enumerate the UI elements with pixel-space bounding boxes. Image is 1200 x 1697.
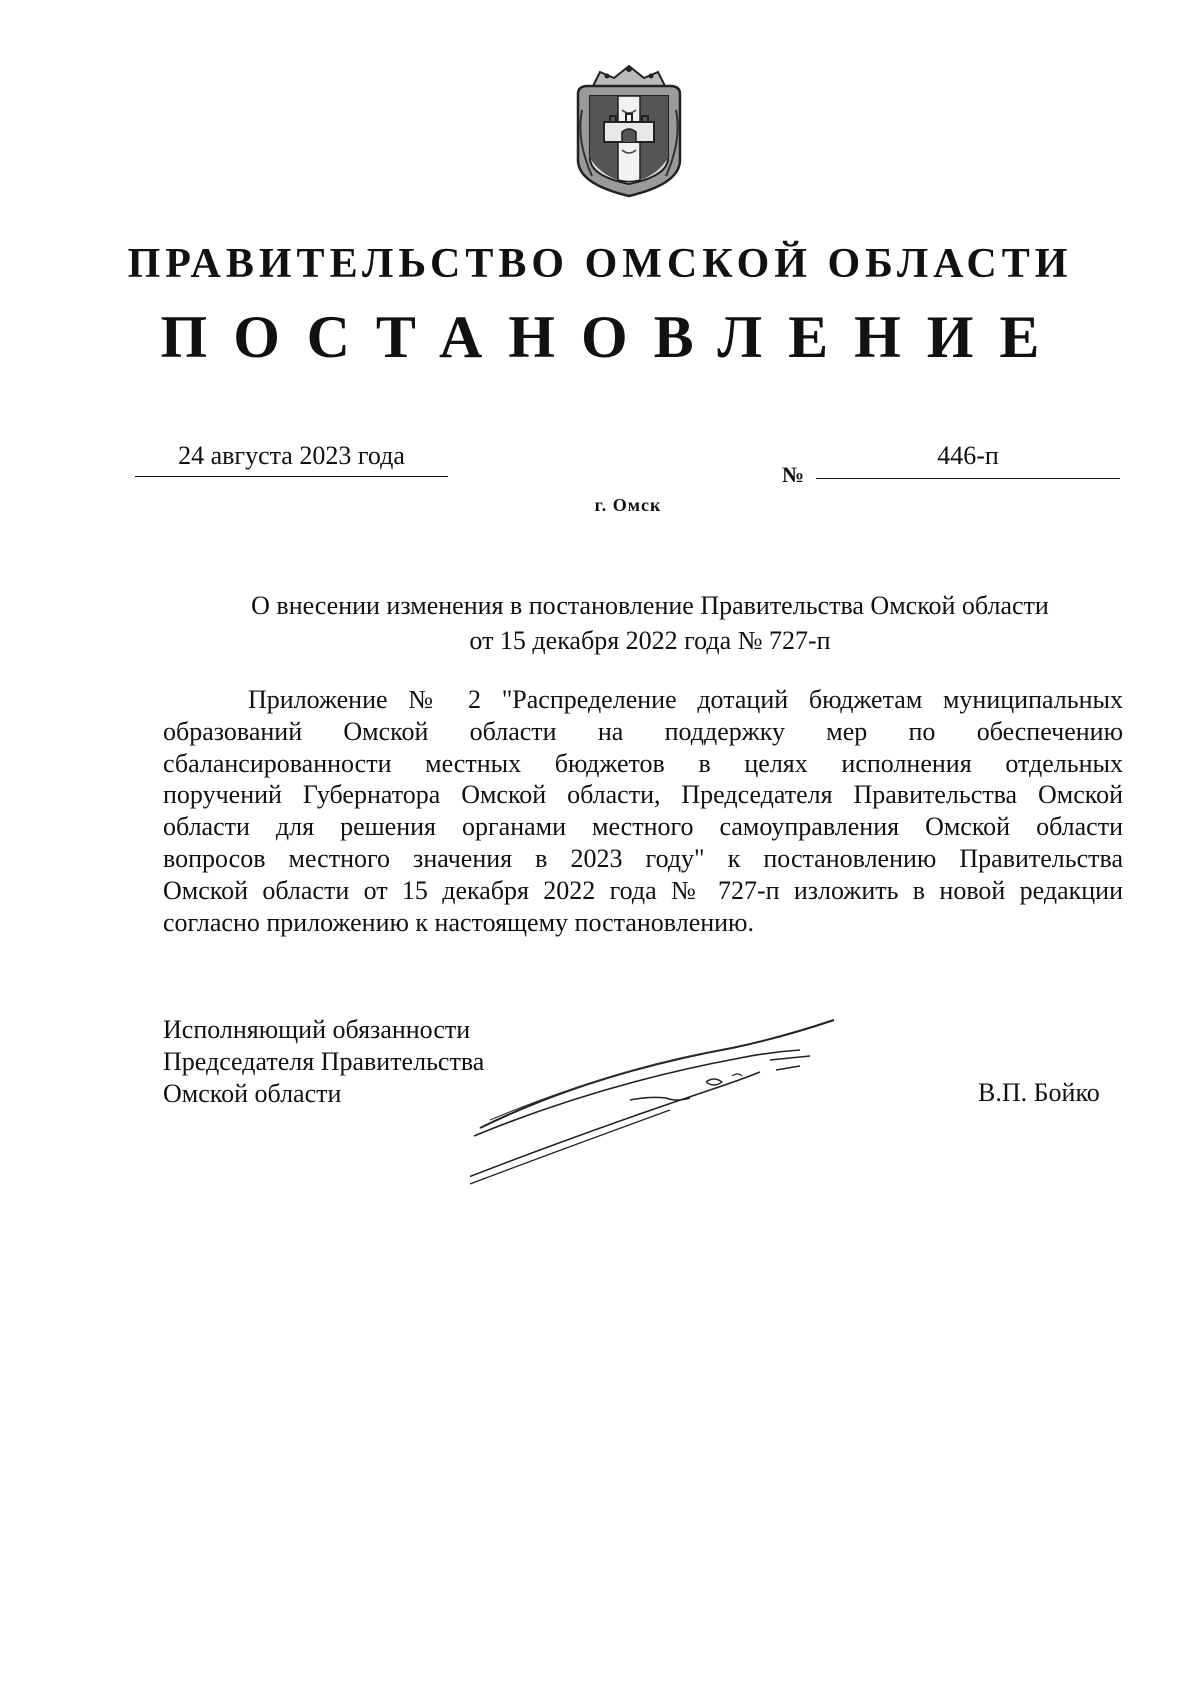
body-line: области для решения органами местного самоуправления Омской области (163, 812, 1123, 842)
handwritten-signature (470, 1010, 860, 1190)
city-label: г. Омск (594, 495, 662, 515)
organization-heading: ПРАВИТЕЛЬСТВО ОМСКОЙ ОБЛАСТИ (127, 241, 1073, 287)
date-underline (135, 476, 448, 477)
number-underline (816, 478, 1120, 479)
document-title (130, 588, 1170, 658)
coat-of-arms-icon (570, 60, 688, 200)
signer-position-line: Исполняющий обязанности (163, 1015, 471, 1044)
signer-position (163, 1014, 484, 1110)
body-line: поручений Губернатора Омской области, Председателя Правительства Омской (163, 780, 1123, 810)
body-line: Омской области от 15 декабря 2022 года № 727-п изложить в новой редакции (163, 875, 1123, 905)
body-line: Приложение № 2 "Распределение дотаций бюджетам муниципальных (248, 685, 1123, 714)
number-sign: № (782, 462, 805, 487)
document-number: 446-п (937, 441, 999, 470)
body-line: сбалансированности местных бюджетов в целях исполнения отдельных (163, 748, 1123, 778)
document-date: 24 августа 2023 года (178, 441, 405, 470)
title-line: О внесении изменения в постановление Правительства Омской области (251, 591, 1049, 620)
body-line: образований Омской области на поддержку мер по обеспечению (163, 716, 1123, 746)
signer-position-line: Председателя Правительства (163, 1047, 485, 1076)
body-line: согласно приложению к настоящему постановлению. (163, 907, 754, 937)
signer-name: В.П. Бойко (978, 1078, 1100, 1107)
body-line: вопросов местного значения в 2023 году" к постановлению Правительства (163, 843, 1123, 873)
body-paragraph (163, 684, 1123, 938)
signer-position-line: Омской области (163, 1079, 342, 1108)
title-line: от 15 декабря 2022 года № 727-п (469, 626, 831, 655)
document-type-heading: ПОСТАНОВЛЕНИЕ (160, 304, 1066, 370)
